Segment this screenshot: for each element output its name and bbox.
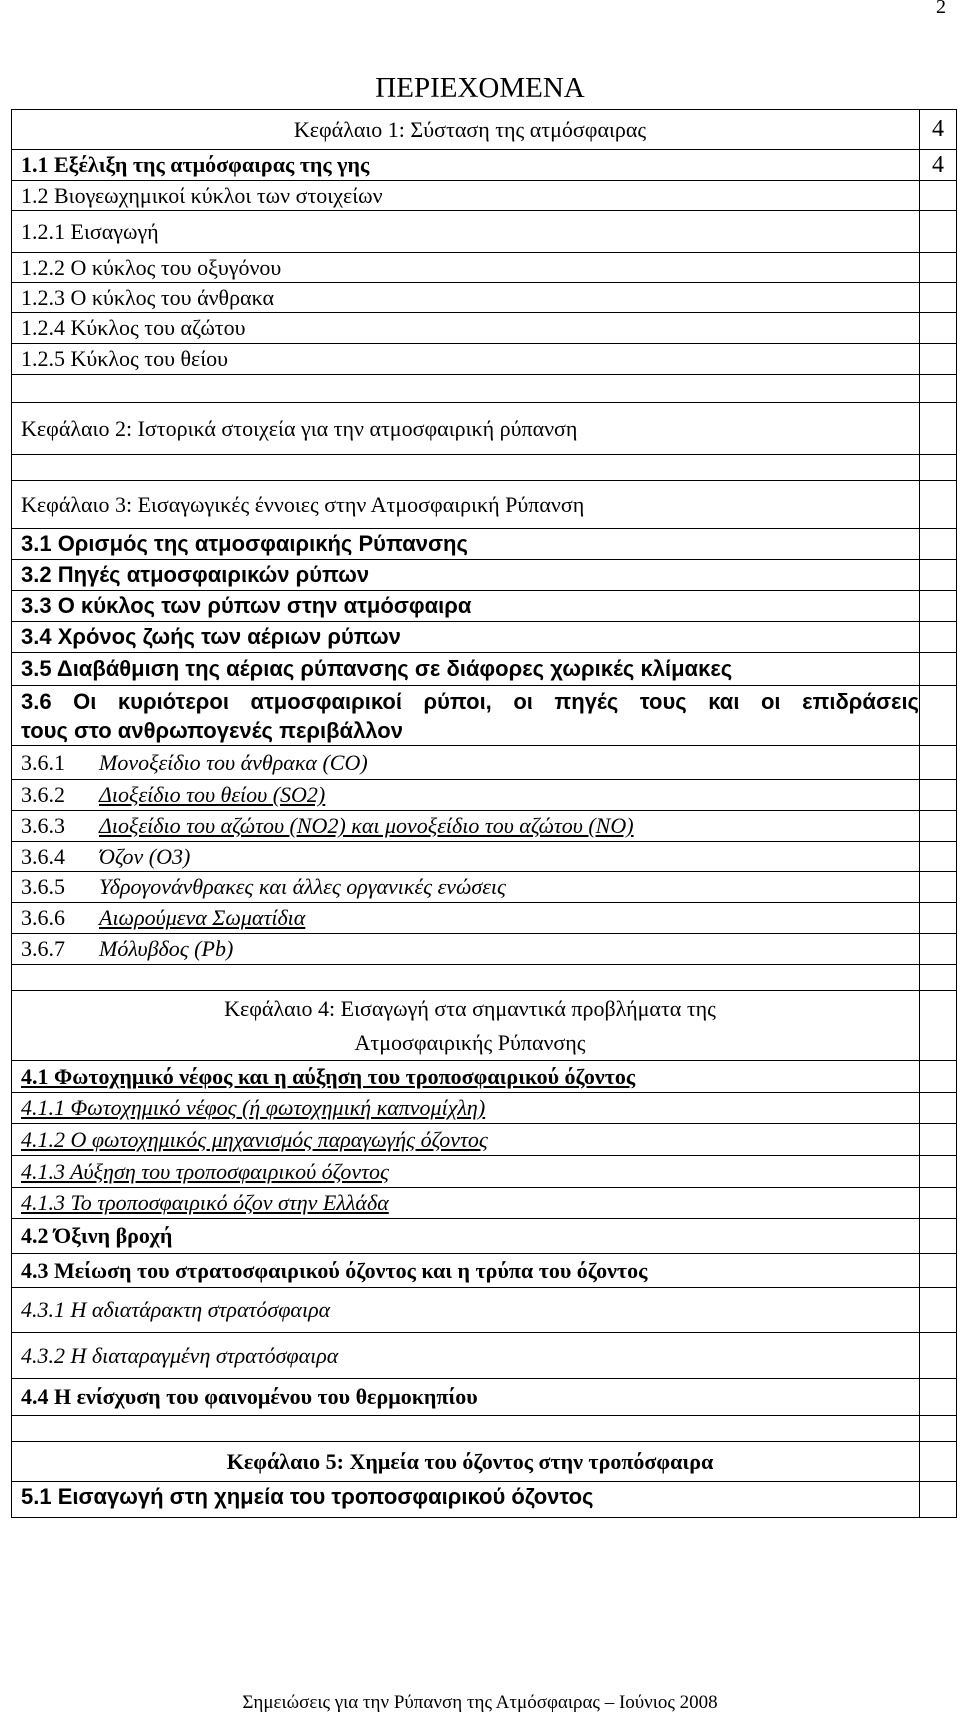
toc-entry-3-6-1[interactable]: 3.6.1 Μονοξείδιο του άνθρακα (CO) bbox=[12, 746, 920, 780]
toc-entry-3-4[interactable]: 3.4 Χρόνος ζωής των αέριων ρύπων bbox=[12, 622, 920, 653]
toc-entry-3-2[interactable]: 3.2 Πηγές ατμοσφαιρικών ρύπων bbox=[12, 560, 920, 591]
toc-entry-4-4[interactable]: 4.4 Η ενίσχυση του φαινομένου του θερμοκηπίου bbox=[12, 1379, 920, 1416]
toc-entry-4-1[interactable]: 4.1 Φωτοχημικό νέφος και η αύξηση του τροποσφαιρικού όζοντος bbox=[12, 1061, 920, 1093]
toc-entry-3-3[interactable]: 3.3 Ο κύκλος των ρύπων στην ατμόσφαιρα bbox=[12, 591, 920, 622]
toc-entry-3-6-6[interactable]: 3.6.6 Αιωρούμενα Σωματίδια bbox=[12, 903, 920, 934]
toc-entry-4-3-1[interactable]: 4.3.1 Η αδιατάρακτη στρατόσφαιρα bbox=[12, 1288, 920, 1333]
toc-entry-ch5[interactable]: Κεφάλαιο 5: Χημεία του όζοντος στην τροπόσφαιρα bbox=[12, 1442, 920, 1482]
page-number: 2 bbox=[936, 0, 946, 18]
toc-entry-4-2[interactable]: 4.2 Όξινη βροχή bbox=[12, 1219, 920, 1254]
toc-entry-1-2-4[interactable]: 1.2.4 Κύκλος του αζώτου bbox=[12, 313, 920, 344]
toc-entry-3-5[interactable]: 3.5 Διαβάθμιση της αέριας ρύπανσης σε διάφορες χωρικές κλίμακες bbox=[12, 653, 920, 686]
toc-entry-ch2[interactable]: Κεφάλαιο 2: Ιστορικά στοιχεία για την ατμοσφαιρική ρύπανση bbox=[12, 403, 920, 455]
toc-entry-1-2-5[interactable]: 1.2.5 Κύκλος του θείου bbox=[12, 344, 920, 375]
toc-entry-1-2[interactable]: 1.2 Βιογεωχημικοί κύκλοι των στοιχείων bbox=[12, 181, 920, 211]
toc-entry-1-2-3[interactable]: 1.2.3 Ο κύκλος του άνθρακα bbox=[12, 283, 920, 313]
toc-entry-1-2-2[interactable]: 1.2.2 Ο κύκλος του οξυγόνου bbox=[12, 253, 920, 283]
toc-row bbox=[12, 110, 957, 150]
toc-entry-3-6-4[interactable]: 3.6.4 Όζον (O3) bbox=[12, 842, 920, 872]
toc-entry-1-1[interactable]: 1.1 Εξέλιξη της ατμόσφαιρας της γης bbox=[12, 150, 920, 181]
toc-entry-ch1[interactable]: Κεφάλαιο 1: Σύσταση της ατμόσφαιρας bbox=[12, 110, 920, 150]
toc-entry-4-1-3[interactable]: 4.1.3 Αύξηση του τροποσφαιρικού όζοντος bbox=[12, 1156, 920, 1188]
toc-entry-1-2-1[interactable]: 1.2.1 Εισαγωγή bbox=[12, 211, 920, 253]
toc-entry-3-6-7[interactable]: 3.6.7 Μόλυβδος (Pb) bbox=[12, 934, 920, 965]
toc-entry-ch3[interactable]: Κεφάλαιο 3: Εισαγωγικές έννοιες στην Ατμοσφαιρική Ρύπανση bbox=[12, 481, 920, 529]
toc-page-ch1: 4 bbox=[920, 110, 957, 150]
toc-entry-5-1[interactable]: 5.1 Εισαγωγή στη χημεία του τροποσφαιρικού όζοντος bbox=[12, 1482, 920, 1518]
toc-entry-4-1-1[interactable]: 4.1.1 Φωτοχημικό νέφος (ή φωτοχημική καπνομίχλη) bbox=[12, 1093, 920, 1124]
toc-row bbox=[12, 150, 957, 181]
toc-entry-3-6-2[interactable]: 3.6.2 Διοξείδιο του θείου (SO2) bbox=[12, 780, 920, 811]
toc-entry-4-3[interactable]: 4.3 Μείωση του στρατοσφαιρικού όζοντος και η τρύπα του όζοντος bbox=[12, 1254, 920, 1288]
toc-entry-3-1[interactable]: 3.1 Ορισμός της ατμοσφαιρικής Ρύπανσης bbox=[12, 529, 920, 560]
page-title: ΠΕΡΙΕΧΟΜΕΝΑ bbox=[375, 72, 585, 104]
toc-entry-3-6[interactable]: 3.6 Οι κυριότεροι ατμοσφαιρικοί ρύποι, οι πηγές τους και οι επιδράσεις τους στο ανθρωπογενές περιβάλλον bbox=[12, 686, 920, 746]
toc-entry-3-6-3[interactable]: 3.6.3 Διοξείδιο του αζώτου (NO2) και μονοξείδιο του αζώτου (NO) bbox=[12, 811, 920, 842]
toc-entry-4-3-2[interactable]: 4.3.2 Η διαταραγμένη στρατόσφαιρα bbox=[12, 1333, 920, 1379]
page-footer: Σημειώσεις για την Ρύπανση της Ατμόσφαιρας – Ιούνιος 2008 bbox=[242, 1692, 718, 1713]
toc-entry-3-6-5[interactable]: 3.6.5 Υδρογονάνθρακες και άλλες οργανικές ενώσεις bbox=[12, 872, 920, 903]
toc-entry-4-1-2[interactable]: 4.1.2 Ο φωτοχημικός μηχανισμός παραγωγής όζοντος bbox=[12, 1124, 920, 1156]
toc-table bbox=[11, 109, 957, 1518]
toc-page-1-1: 4 bbox=[920, 150, 957, 181]
toc-entry-ch4[interactable]: Κεφάλαιο 4: Εισαγωγή στα σημαντικά προβλήματα της Ατμοσφαιρικής Ρύπανσης bbox=[12, 991, 920, 1061]
toc-entry-4-1-3-greece[interactable]: 4.1.3 Το τροποσφαιρικό όζον στην Ελλάδα bbox=[12, 1188, 920, 1219]
